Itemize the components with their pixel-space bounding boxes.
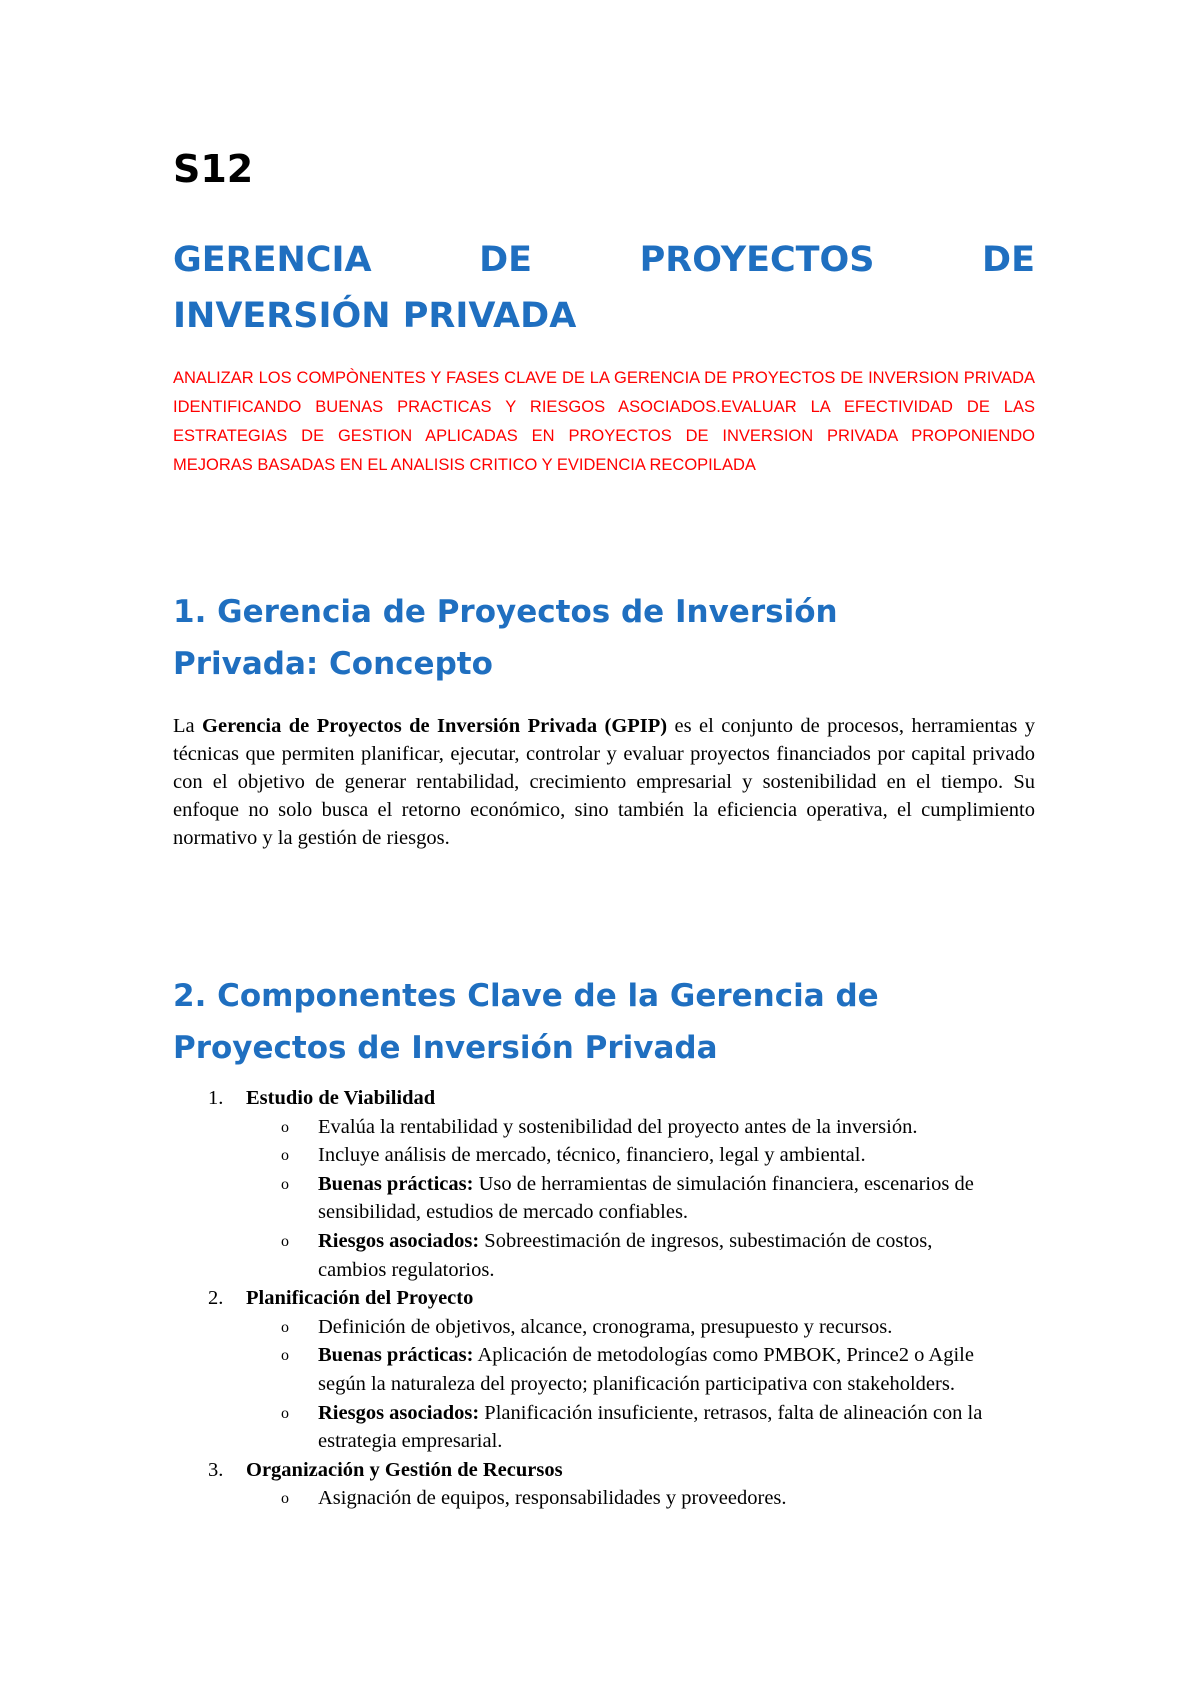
- list-item-title: Estudio de Viabilidad: [246, 1087, 436, 1109]
- para-bold-term: Gerencia de Proyectos de Inversión Privada (GPIP): [202, 715, 668, 737]
- bullet-circle-icon: o: [281, 1318, 289, 1336]
- bullet-text: Aplicación de metodologías como PMBOK, Prince2 o Agile según la naturaleza del proyecto; planificación participativa con stakeholders.: [318, 1344, 974, 1395]
- sub-bullet-list: [246, 1484, 1035, 1513]
- sub-bullet: [173, 1227, 1035, 1284]
- title-word: PROYECTOS: [639, 240, 875, 280]
- bullet-text: Incluye análisis de mercado, técnico, financiero, legal y ambiental.: [318, 1144, 866, 1167]
- components-list: [173, 1084, 1035, 1513]
- sub-bullet-list: [246, 1313, 1035, 1456]
- objective-text: ANALIZAR LOS COMPÒNENTES Y FASES CLAVE DE LA GERENCIA DE PROYECTOS DE INVERSION PRIVADA IDENTIFICANDO BUENAS PRACTICAS Y RIESGOS ASOCIADOS.EVALUAR LA EFECTIVIDAD DE LAS ESTRATEGIAS DE GESTION APLICADAS EN PROYECTOS DE INVERSION PRIVADA PROPONIENDO MEJORAS BASADAS EN EL ANALISIS CRITICO Y EVIDENCIA RECOPILADA: [173, 369, 1035, 474]
- sub-bullet: [173, 1113, 1035, 1142]
- list-item-number: 1.: [208, 1087, 224, 1109]
- sub-bullet: [173, 1141, 1035, 1170]
- section-1-heading-line-1: 1. Gerencia de Proyectos de Inversión: [173, 594, 838, 630]
- bullet-label: Riesgos asociados:: [318, 1229, 480, 1252]
- list-item-title: Organización y Gestión de Recursos: [246, 1458, 563, 1481]
- sub-bullet-list: [246, 1113, 1035, 1285]
- bullet-text: Planificación insuficiente, retrasos, falta de alineación con la estrategia empresarial.: [318, 1401, 983, 1453]
- bullet-text: Asignación de equipos, responsabilidades y proveedores.: [318, 1487, 787, 1510]
- bullet-text: Definición de objetivos, alcance, cronograma, presupuesto y recursos.: [318, 1315, 893, 1338]
- list-item: [173, 1284, 1035, 1456]
- section-1-paragraph: [173, 712, 1035, 852]
- section-1-heading-line-2: Privada: Concepto: [173, 646, 493, 682]
- list-item-title: Planificación del Proyecto: [246, 1287, 474, 1310]
- sub-bullet: [173, 1170, 1035, 1227]
- list-item: [173, 1456, 1035, 1513]
- sub-bullet: [173, 1399, 1035, 1456]
- section-2-heading-line-1: 2. Componentes Clave de la Gerencia de: [173, 978, 879, 1014]
- list-item-number: 3.: [208, 1458, 224, 1481]
- para-rest: es el conjunto de procesos, herramientas y técnicas que permiten planificar, ejecutar, controlar y evaluar proyectos financiados por capital privado con el objetivo de generar rentabilidad, crecimiento empresarial y sostenibilidad en el tiempo. Su enfoque no solo busca el retorno económico, sino también la eficiencia operativa, el cumplimiento normativo y la gestión de riesgos.: [173, 715, 1035, 849]
- bullet-circle-icon: o: [281, 1118, 289, 1136]
- bullet-label: Buenas prácticas:: [318, 1172, 474, 1195]
- bullet-label: Riesgos asociados:: [318, 1401, 480, 1424]
- list-item-number: 2.: [208, 1287, 224, 1310]
- title-word: DE: [479, 240, 533, 280]
- section-2-heading: [173, 970, 1035, 1074]
- course-code: S12: [173, 147, 254, 191]
- bullet-text: Evalúa la rentabilidad y sostenibilidad del proyecto antes de la inversión.: [318, 1115, 918, 1138]
- para-prefix: La: [173, 715, 203, 737]
- list-item: [173, 1084, 1035, 1284]
- sub-bullet: [173, 1341, 1035, 1398]
- bullet-circle-icon: o: [281, 1175, 289, 1193]
- bullet-circle-icon: o: [281, 1404, 289, 1422]
- document-title: [173, 232, 1035, 344]
- section-2-heading-line-2: Proyectos de Inversión Privada: [173, 1030, 718, 1066]
- bullet-text: Uso de herramientas de simulación financiera, escenarios de sensibilidad, estudios de mercado confiables.: [318, 1172, 974, 1224]
- sub-bullet: [173, 1484, 1035, 1513]
- title-line-2: INVERSIÓN PRIVADA: [173, 296, 577, 336]
- section-1-heading: [173, 586, 1035, 690]
- bullet-text: Sobreestimación de ingresos, subestimación de costos, cambios regulatorios.: [318, 1229, 933, 1281]
- title-word: GERENCIA: [173, 240, 372, 280]
- bullet-label: Buenas prácticas:: [318, 1344, 474, 1367]
- title-line-1: [173, 232, 1035, 288]
- bullet-circle-icon: o: [281, 1490, 289, 1508]
- bullet-circle-icon: o: [281, 1347, 289, 1365]
- bullet-circle-icon: o: [281, 1232, 289, 1250]
- bullet-circle-icon: o: [281, 1147, 289, 1165]
- sub-bullet: [173, 1313, 1035, 1342]
- title-word: DE: [982, 240, 1036, 280]
